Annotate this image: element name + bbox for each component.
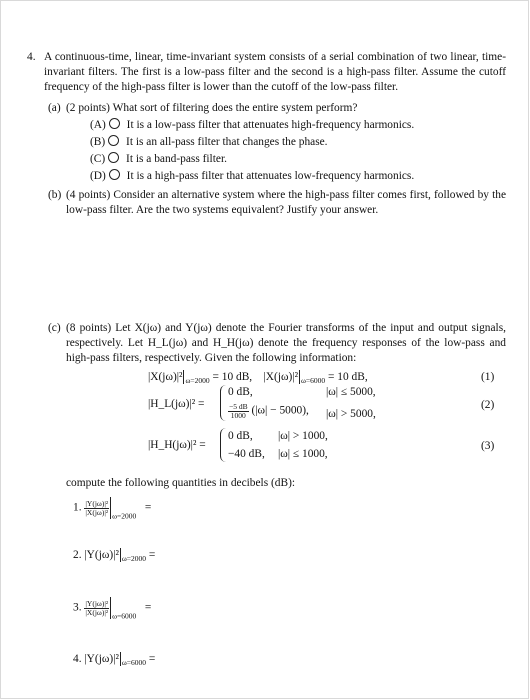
item-3-fraction: $\frac{\text{|Y(jω)|²}}{\text{|X(jω)|²}}$ <box>85 599 109 617</box>
option-a-radio[interactable] <box>109 118 120 129</box>
option-b-letter: (B) <box>90 136 106 148</box>
item-2-equals: = <box>148 549 156 561</box>
eq3-brace <box>220 428 227 462</box>
eq3-lhs: |H_H(jω)|² = <box>148 439 206 451</box>
problem-intro: A continuous-time, linear, time-invariant system consists of a serial combination of two linear, time-invariant filters. The first is a low-pass filter and the second is a high-pass filter. Assume the cutoff frequency of the high-pass filter is lower than the cutoff of the low-pass filter. <box>44 51 506 94</box>
eq2-case2-value: (|ω| − 5000), <box>251 404 309 417</box>
item-4-sub: ω=6000 <box>121 658 147 667</box>
item-1-sub: ω=2000 <box>112 511 137 521</box>
eq2-fraction: $\frac{-5 dB}{1000}$ <box>229 402 248 420</box>
option-b-radio[interactable] <box>108 135 119 146</box>
option-c-letter: (C) <box>90 153 106 165</box>
item-1 <box>73 497 151 522</box>
item-4 <box>73 652 155 668</box>
eq2-lhs: |H_L(jω)|² = <box>148 398 205 410</box>
item-3-sub: ω=6000 <box>112 611 137 621</box>
option-c-text: It is a band-pass filter. <box>126 153 227 165</box>
part-b-label: (b) <box>48 189 62 201</box>
eq1-rhs1: = 10 dB, <box>212 371 253 383</box>
option-a[interactable] <box>90 118 414 133</box>
item-3 <box>73 597 151 622</box>
item-3-number: 3. <box>73 601 82 614</box>
option-d[interactable] <box>90 169 414 184</box>
item-2 <box>73 548 155 564</box>
equation-1 <box>148 370 368 386</box>
eq1-sub2: ω=6000 <box>300 376 326 385</box>
eq1-sub1: ω=2000 <box>185 376 210 385</box>
part-b-question: (4 points) Consider an alternative system where the high-pass filter comes first, followed by the low-pass filter. Are the two systems equivalent? Justify your answer. <box>66 189 506 217</box>
eq2-case2-condition: |ω| > 5000, <box>326 408 376 420</box>
part-a-label: (a) <box>48 102 61 114</box>
item-3-equals: = <box>144 601 152 614</box>
compute-instruction: compute the following quantities in decibels (dB): <box>66 477 296 489</box>
item-1-fraction: $\frac{\text{|Y(jω)|²}}{\text{|X(jω)|²}}$ <box>85 499 109 517</box>
option-c[interactable] <box>90 152 227 167</box>
item-4-number: 4. <box>73 653 82 665</box>
part-c-question: (8 points) Let X(jω) and Y(jω) denote the Fourier transforms of the input and output signals, respectively. Let H_L(jω) and H_H(jω) denote the frequency responses of the low-pass and high-pass filters, respectively. Given the following information: <box>66 322 506 365</box>
eq2-brace <box>220 385 227 421</box>
eq3-case2-condition: |ω| ≤ 1000, <box>278 448 328 460</box>
eq2-case1-value: 0 dB, <box>228 386 253 398</box>
eq1-lhs2: |X(jω)|² <box>263 371 298 383</box>
eq1-rhs2: = 10 dB, <box>328 371 368 383</box>
option-d-letter: (D) <box>90 170 106 182</box>
eq3-case1-condition: |ω| > 1000, <box>278 430 328 442</box>
option-d-radio[interactable] <box>109 169 120 180</box>
option-b[interactable] <box>90 135 328 150</box>
option-a-letter: (A) <box>90 119 106 131</box>
item-2-expression: |Y(jω)|² <box>84 549 119 561</box>
part-c-label: (c) <box>48 322 61 334</box>
option-a-text: It is a low-pass filter that attenuates high-frequency harmonics. <box>126 119 415 131</box>
eq1-lhs1: |X(jω)|² <box>148 371 183 383</box>
eq3-case1-value: 0 dB, <box>228 430 253 442</box>
item-1-number: 1. <box>73 501 82 514</box>
eq2-case1-condition: |ω| ≤ 5000, <box>326 386 376 398</box>
item-4-expression: |Y(jω)|² <box>84 653 119 665</box>
eq3-number: (3) <box>481 440 495 452</box>
item-2-sub: ω=2000 <box>121 554 147 563</box>
eq1-number: (1) <box>481 371 495 383</box>
option-d-text: It is a high-pass filter that attenuates low-frequency harmonics. <box>126 170 415 182</box>
option-c-radio[interactable] <box>108 152 119 163</box>
item-4-equals: = <box>148 653 156 665</box>
eq3-case2-value: −40 dB, <box>228 448 265 460</box>
eq2-number: (2) <box>481 399 495 411</box>
problem-number: 4. <box>27 51 36 63</box>
item-1-equals: = <box>144 501 152 514</box>
option-b-text: It is an all-pass filter that changes the phase. <box>126 136 328 148</box>
item-2-number: 2. <box>73 549 82 561</box>
eq2-case2-expression <box>228 403 309 419</box>
part-a-question: (2 points) What sort of filtering does the entire system perform? <box>66 102 358 114</box>
